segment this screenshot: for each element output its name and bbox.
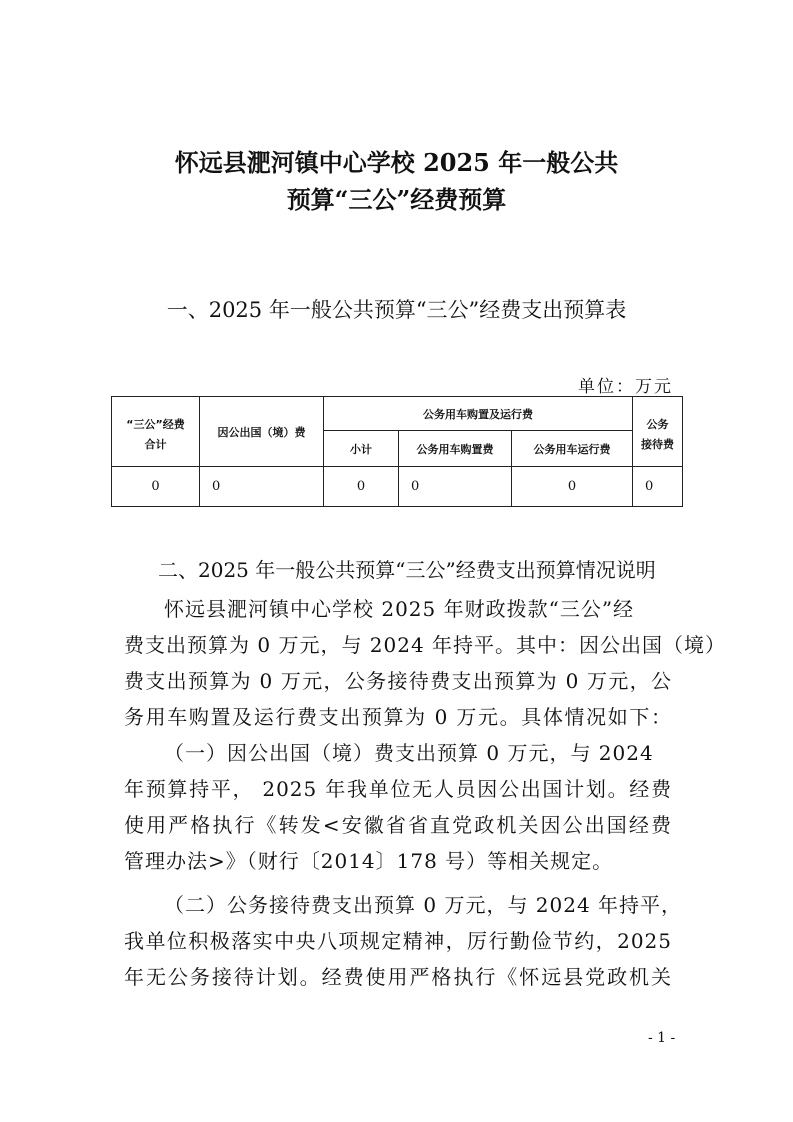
header-reception bbox=[633, 397, 683, 467]
paragraph-2-line: 年预算持平， 2025 年我单位无人员因公出国计划。经费 bbox=[124, 777, 672, 801]
paragraph-3-line: 年无公务接待计划。经费使用严格执行《怀远县党政机关 bbox=[124, 965, 672, 989]
doc-title-line1: 怀远县淝河镇中心学校 2025 年一般公共 bbox=[174, 148, 619, 177]
value-vehicle-purchase: 0 bbox=[399, 467, 512, 507]
section1-heading: 一、2025 年一般公共预算“三公”经费支出预算表 bbox=[166, 298, 627, 322]
doc-title-line2: 预算“三公”经费预算 bbox=[286, 185, 507, 214]
section2-heading: 二、2025 年一般公共预算“三公”经费支出预算情况说明 bbox=[158, 558, 656, 582]
header-vehicle-purchase: 公务用车购置费 bbox=[399, 431, 512, 467]
budget-table bbox=[111, 396, 683, 507]
header-total bbox=[112, 397, 200, 467]
value-abroad: 0 bbox=[200, 467, 324, 507]
value-total: 0 bbox=[112, 467, 200, 507]
paragraph-2-line: 使用严格执行《转发<安徽省省直党政机关因公出国经费 bbox=[124, 813, 672, 837]
paragraph-3 bbox=[124, 887, 683, 995]
header-reception-line1: 公务 bbox=[646, 417, 669, 431]
value-vehicle-operation: 0 bbox=[512, 467, 633, 507]
paragraph-1-line: 费支出预算为 0 万元，公务接待费支出预算为 0 万元，公 bbox=[124, 669, 672, 693]
paragraph-1 bbox=[124, 591, 727, 735]
paragraph-2-line: 管理办法>》（财行〔2014〕178 号）等相关规定。 bbox=[124, 849, 614, 873]
value-subtotal: 0 bbox=[324, 467, 399, 507]
header-reception-line2: 接待费 bbox=[641, 437, 674, 451]
paragraph-3-line: 我单位积极落实中央八项规定精神，厉行勤俭节约，2025 bbox=[124, 929, 672, 953]
paragraph-1-line: 费支出预算为 0 万元，与 2024 年持平。其中：因公出国（境） bbox=[124, 633, 727, 657]
header-vehicle-group: 公务用车购置及运行费 bbox=[324, 397, 633, 431]
paragraph-2 bbox=[124, 735, 672, 879]
header-total-line1: “三公”经费 bbox=[126, 417, 185, 431]
header-vehicle-operation: 公务用车运行费 bbox=[512, 431, 633, 467]
paragraph-2-line: （一）因公出国（境）费支出预算 0 万元，与 2024 bbox=[164, 741, 654, 765]
header-subtotal: 小计 bbox=[324, 431, 399, 467]
page-number: - 1 - bbox=[648, 1030, 676, 1046]
paragraph-1-line: 务用车购置及运行费支出预算为 0 万元。具体情况如下： bbox=[124, 705, 672, 729]
unit-label: 单位：万元 bbox=[578, 377, 673, 397]
header-abroad: 因公出国（境）费 bbox=[200, 397, 324, 467]
paragraph-1-line: 怀远县淝河镇中心学校 2025 年财政拨款“三公”经 bbox=[164, 597, 635, 621]
value-reception: 0 bbox=[633, 467, 683, 507]
paragraph-3-line: （二）公务接待费支出预算 0 万元，与 2024 年持平， bbox=[164, 893, 683, 917]
header-total-line2: 合计 bbox=[144, 437, 167, 451]
